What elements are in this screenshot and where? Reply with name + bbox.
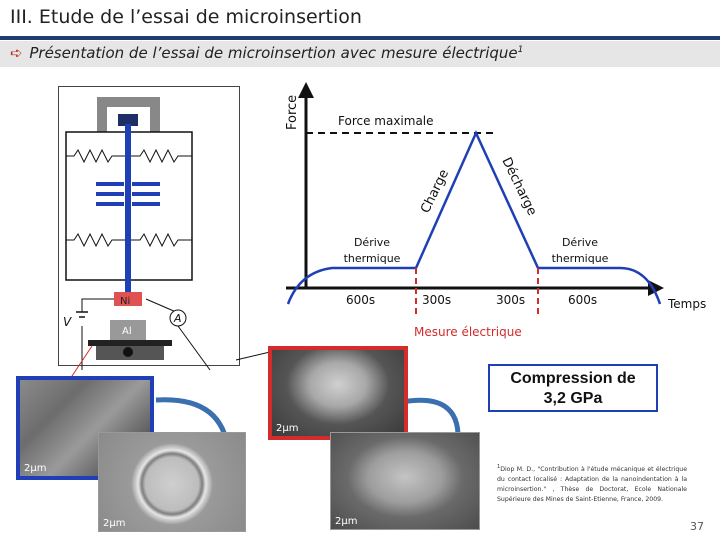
compression-line2: 3,2 GPa	[543, 390, 603, 407]
plate-right-top	[132, 182, 160, 186]
electrical-measure-label: Mesure électrique	[414, 325, 522, 339]
drift-right-line2: thermique	[551, 252, 609, 265]
y-axis-label: Force	[285, 94, 300, 130]
reference-text: Diop M. D., "Contribution à l'étude mécanique et électrique du contact localisé : Adaptation de la nanoindentation à la microinsertion." , Thèse de Doctorat, Ecole Nationale Supérieure des Mines de Saint-Etienne, France, 2009.	[497, 466, 687, 504]
stage-top	[88, 340, 172, 346]
drift-left-line1: Dérive	[353, 236, 391, 249]
reference-note	[497, 462, 687, 505]
wire-a-down	[178, 326, 210, 370]
page-number: 37	[690, 520, 704, 533]
connector-right	[236, 352, 270, 360]
photo-indent-al	[98, 432, 246, 532]
scale-bar-4: 2µm	[335, 516, 358, 527]
drift-right-line1: Dérive	[561, 236, 599, 249]
reference-marker: 1	[497, 464, 501, 470]
spring-bottom-left	[66, 234, 125, 246]
spring-top-right	[131, 150, 192, 162]
scale-bar-1: 2µm	[24, 463, 47, 474]
duration-3: 300s	[496, 293, 526, 307]
scale-bar-2: 2µm	[103, 518, 126, 529]
force-time-graph	[285, 82, 706, 339]
voltage-label: V	[63, 315, 72, 329]
force-max-label: Force maximale	[338, 114, 434, 128]
plate-left-mid	[96, 192, 124, 196]
plate-left-bottom	[96, 202, 124, 206]
subtitle-text: Présentation de l’essai de microinsertion avec mesure électrique	[29, 44, 518, 62]
subtitle-ref: 1	[517, 45, 524, 55]
force-curve	[288, 133, 660, 304]
stage-screw-icon	[123, 347, 133, 357]
plate-left-top	[96, 182, 124, 186]
ni-label: Ni	[120, 296, 131, 307]
compression-box	[488, 364, 658, 412]
compression-line1: Compression de	[510, 370, 636, 387]
wire-ni-to-a	[146, 299, 176, 312]
plate-right-bottom	[132, 202, 160, 206]
y-axis-arrowhead	[298, 82, 314, 98]
scale-bar-3: 2µm	[276, 423, 299, 434]
shaft	[125, 124, 131, 292]
drift-left-line2: thermique	[343, 252, 401, 265]
photo-ni-compressed	[330, 432, 480, 530]
plate-right-mid	[132, 192, 160, 196]
charge-label: Charge	[418, 167, 453, 216]
arrow-right-icon: ➪	[10, 44, 23, 62]
decharge-label: Décharge	[498, 155, 540, 219]
x-axis-label: Temps	[668, 297, 707, 311]
apparatus-drawing	[63, 102, 210, 370]
ammeter-label: A	[174, 312, 182, 325]
duration-2: 300s	[422, 293, 452, 307]
photo-ni-pillar	[268, 346, 408, 440]
duration-4: 600s	[568, 293, 598, 307]
duration-1: 600s	[346, 293, 376, 307]
spring-bottom-right	[131, 234, 192, 246]
page-title: III. Etude de l’essai de microinsertion	[10, 6, 362, 28]
spring-top-left	[66, 150, 125, 162]
al-label: Al	[122, 326, 132, 337]
wire-to-v	[82, 299, 114, 312]
